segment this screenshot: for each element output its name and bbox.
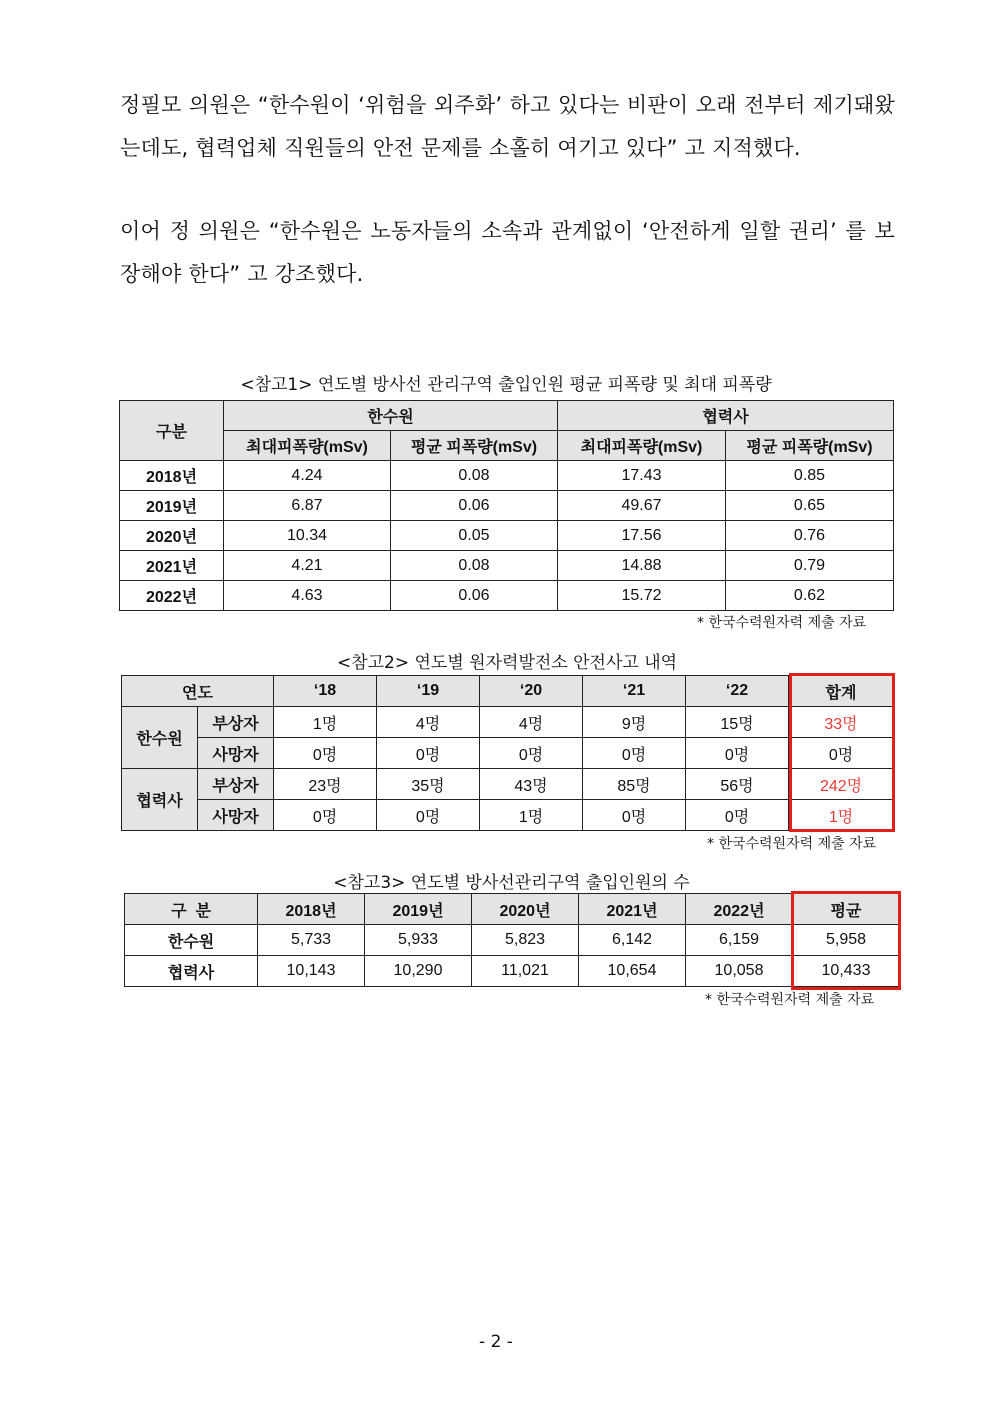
table-cell: 0.79 bbox=[726, 551, 894, 581]
table-cell: 49.67 bbox=[558, 491, 726, 521]
table-cell: 6,159 bbox=[686, 925, 793, 956]
table3-row-label: 협력사 bbox=[125, 956, 258, 987]
table-cell: 56명 bbox=[686, 769, 789, 800]
table-cell: 23명 bbox=[274, 769, 377, 800]
table3-year-col: 2019년 bbox=[365, 894, 472, 925]
table3-average-cell: 5,958 bbox=[793, 925, 900, 956]
table-cell: 0.06 bbox=[391, 491, 558, 521]
table3-year-col: 2018년 bbox=[258, 894, 365, 925]
paragraph-2: 이어 정 의원은 “한수원은 노동자들의 소속과 관계없이 ‘안전하게 일할 권리’ 를 보장해야 한다” 고 강조했다. bbox=[120, 219, 895, 286]
table-cell: 10,290 bbox=[365, 956, 472, 987]
table-cell: 0.62 bbox=[726, 581, 894, 611]
table-cell: 10,654 bbox=[579, 956, 686, 987]
table-cell: 0명 bbox=[274, 800, 377, 831]
table2-total-cell: 0명 bbox=[789, 738, 894, 769]
table2-group-label: 협력사 bbox=[122, 769, 198, 831]
table2-row-label: 사망자 bbox=[198, 738, 274, 769]
table-cell: 0.08 bbox=[391, 461, 558, 491]
table-row bbox=[122, 769, 894, 800]
table2-year-col: ‘20 bbox=[480, 676, 583, 707]
table-cell: 15.72 bbox=[558, 581, 726, 611]
table-cell: 35명 bbox=[377, 769, 480, 800]
table-cell: 4.24 bbox=[224, 461, 391, 491]
table-row bbox=[120, 521, 894, 551]
table-row bbox=[120, 491, 894, 521]
table3-year-col: 2021년 bbox=[579, 894, 686, 925]
table-cell: 0명 bbox=[686, 800, 789, 831]
table-cell: 43명 bbox=[480, 769, 583, 800]
table-cell: 11,021 bbox=[472, 956, 579, 987]
table-cell: 9명 bbox=[583, 707, 686, 738]
table-cell: 4.21 bbox=[224, 551, 391, 581]
table-row bbox=[122, 707, 894, 738]
table-cell: 6,142 bbox=[579, 925, 686, 956]
table3-category-header: 구 분 bbox=[125, 894, 258, 925]
table-cell: 0.05 bbox=[391, 521, 558, 551]
table1-year: 2021년 bbox=[120, 551, 224, 581]
table2-total-cell: 33명 bbox=[789, 707, 894, 738]
table1-caption: <참고1> 연도별 방사선 관리구역 출입인원 평균 피폭량 및 최대 피폭량 bbox=[240, 375, 772, 395]
table2-total-cell: 1명 bbox=[789, 800, 894, 831]
table3-source: * 한국수력원자력 제출 자료 bbox=[705, 992, 875, 1008]
table-row bbox=[125, 956, 900, 987]
table3 bbox=[124, 893, 900, 987]
table2-row-label: 부상자 bbox=[198, 707, 274, 738]
table-row bbox=[120, 461, 894, 491]
table1-year: 2022년 bbox=[120, 581, 224, 611]
table-cell: 1명 bbox=[274, 707, 377, 738]
table-row bbox=[122, 800, 894, 831]
table2-year-header: 연도 bbox=[122, 676, 274, 707]
table3-year-col: 2022년 bbox=[686, 894, 793, 925]
table-cell: 14.88 bbox=[558, 551, 726, 581]
table3-average-header: 평균 bbox=[793, 894, 900, 925]
table-cell: 0.08 bbox=[391, 551, 558, 581]
table3-year-col: 2020년 bbox=[472, 894, 579, 925]
table-row bbox=[125, 925, 900, 956]
table-cell: 0명 bbox=[686, 738, 789, 769]
table2 bbox=[121, 675, 894, 831]
page-number: - 2 - bbox=[479, 1332, 513, 1352]
table1-col-avg: 평균 피폭량(mSv) bbox=[726, 431, 894, 461]
table-row bbox=[120, 551, 894, 581]
table1-year: 2018년 bbox=[120, 461, 224, 491]
table-cell: 0.76 bbox=[726, 521, 894, 551]
table2-source: * 한국수력원자력 제출 자료 bbox=[707, 836, 877, 852]
table-cell: 0.85 bbox=[726, 461, 894, 491]
table1 bbox=[119, 400, 894, 611]
table-cell: 0.06 bbox=[391, 581, 558, 611]
table-cell: 17.56 bbox=[558, 521, 726, 551]
table2-year-col: ‘18 bbox=[274, 676, 377, 707]
table-cell: 6.87 bbox=[224, 491, 391, 521]
table-cell: 5,733 bbox=[258, 925, 365, 956]
table2-total-header: 합계 bbox=[789, 676, 894, 707]
table2-row-label: 부상자 bbox=[198, 769, 274, 800]
table3-row-label: 한수원 bbox=[125, 925, 258, 956]
table-cell: 85명 bbox=[583, 769, 686, 800]
table1-col-max: 최대피폭량(mSv) bbox=[558, 431, 726, 461]
table-cell: 0명 bbox=[583, 738, 686, 769]
table2-year-col: ‘19 bbox=[377, 676, 480, 707]
table-cell: 0명 bbox=[480, 738, 583, 769]
table1-group-b-header: 협력사 bbox=[558, 401, 894, 431]
table1-group-a-header: 한수원 bbox=[224, 401, 558, 431]
table2-row-label: 사망자 bbox=[198, 800, 274, 831]
table-cell: 10,143 bbox=[258, 956, 365, 987]
table2-caption: <참고2> 연도별 원자력발전소 안전사고 내역 bbox=[336, 653, 678, 673]
table3-caption: <참고3> 연도별 방사선관리구역 출입인원의 수 bbox=[333, 873, 690, 893]
table1-col-avg: 평균 피폭량(mSv) bbox=[391, 431, 558, 461]
table-row bbox=[122, 738, 894, 769]
table2-group-label: 한수원 bbox=[122, 707, 198, 769]
table-cell: 1명 bbox=[480, 800, 583, 831]
table1-year: 2019년 bbox=[120, 491, 224, 521]
table1-year: 2020년 bbox=[120, 521, 224, 551]
table-cell: 0명 bbox=[274, 738, 377, 769]
table1-source: * 한국수력원자력 제출 자료 bbox=[697, 615, 867, 631]
table-cell: 15명 bbox=[686, 707, 789, 738]
table1-category-header: 구분 bbox=[120, 401, 224, 461]
table-cell: 0명 bbox=[377, 738, 480, 769]
table-cell: 0명 bbox=[377, 800, 480, 831]
table-cell: 5,823 bbox=[472, 925, 579, 956]
table-cell: 5,933 bbox=[365, 925, 472, 956]
table-cell: 0명 bbox=[583, 800, 686, 831]
table3-average-cell: 10,433 bbox=[793, 956, 900, 987]
table2-year-col: ‘22 bbox=[686, 676, 789, 707]
table-cell: 17.43 bbox=[558, 461, 726, 491]
table-cell: 4명 bbox=[480, 707, 583, 738]
table-cell: 4명 bbox=[377, 707, 480, 738]
table-cell: 4.63 bbox=[224, 581, 391, 611]
table-cell: 10,058 bbox=[686, 956, 793, 987]
table-cell: 10.34 bbox=[224, 521, 391, 551]
table-row bbox=[120, 581, 894, 611]
table2-total-cell: 242명 bbox=[789, 769, 894, 800]
table1-col-max: 최대피폭량(mSv) bbox=[224, 431, 391, 461]
table2-year-col: ‘21 bbox=[583, 676, 686, 707]
paragraph-1: 정필모 의원은 “한수원이 ‘위험을 외주화’ 하고 있다는 비판이 오래 전부터 제기돼왔는데도, 협력업체 직원들의 안전 문제를 소홀히 여기고 있다” 고 지적했다. bbox=[120, 93, 895, 160]
table-cell: 0.65 bbox=[726, 491, 894, 521]
